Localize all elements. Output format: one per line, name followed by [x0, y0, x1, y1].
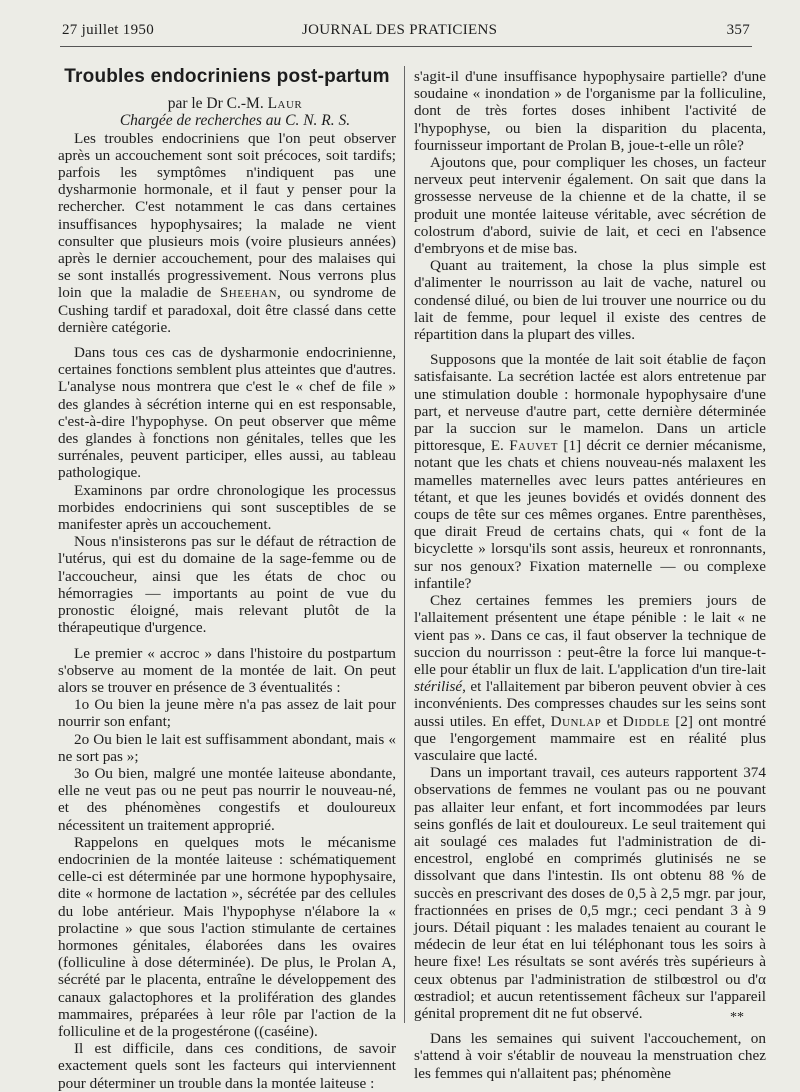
page-number: 357	[726, 22, 750, 38]
conjunction: et	[601, 712, 623, 730]
right-column	[414, 68, 766, 1082]
paragraph-allaitement-mid: , et l'allaitement par biberon peuvent obvier à ces inconvénients. Des compresses chaudes sur les seins sont aussi utiles. En effet,	[414, 678, 766, 730]
paragraph-intro-end: , ou syndrome de Cushing tardif et paradoxal, doit être classé dans cette dernière catégorie.	[58, 284, 397, 336]
paragraph-travail: Dans un important travail, ces auteurs rapportent 374 observations de femmes ne voulant pas ou ne pouvant pas allaiter leur enfant, et fort incommodées par leurs seins gonflés de lait et douloureux. Le seul traitement qui ait soulagé ces malades fut l'administration de di-encestrol, englobé en comprimés glutinisés ne se dissolvant que dans l'intestin. Ils ont obtenu 88 % de succès en prescrivant des doses de 0,5 à 2,5 mgr. par jour, fractionnées en prises de 0,5 mgr.; ceci pendant 3 à 9 jours. Détail piquant : les malades tenaient au courant le médecin de leur état en lui téléphonant tous les soirs à heure fixe! Les résultats se sont avérés très supérieurs à ceux obtenus par l'administration de stilbœstrol ou d'α œstradiol; et aucun retentissement fâcheux sur l'appareil génital proprement dit ne fut observé.	[414, 764, 766, 1022]
term-sterilise: stérilisé	[414, 678, 463, 696]
list-item-3: 3o Ou bien, malgré une montée laiteuse abondante, elle ne veut pas ou ne peut pas nourrir le nouveau-né, et des phénomènes congestifs et douloureux nécessitent un traitement approprié.	[58, 764, 396, 834]
continuation-mark: **	[730, 1010, 744, 1025]
cited-name-dunlap: Dunlap	[550, 712, 602, 730]
paragraph-mecanisme: Rappelons en quelques mots le mécanisme endocrinien de la montée laiteuse : schématiquement celle-ci est déterminée par une hormone hypophysaire, dite « hormone de lactation », sécrétée par des cellules du lobe antérieur. Mais l'hypophyse n'élabore la « prolactine » que sous l'action stimulante de certaines hormones génitales, élaborées dans les ovaires (folliculine à dose déterminée). De plus, le Prolan A, sécrété par le placenta, entraîne le développement des canaux galactophores et la prolifération des glandes mammaires, préparées à leur rôle par l'action de la folliculine et de la progestérone ((caséine).	[58, 833, 396, 1040]
cited-name-diddle: Diddle	[622, 712, 670, 730]
paragraph-succion	[414, 351, 766, 592]
paragraph-insuffisance: s'agit-il d'une insuffisance hypophysaire partielle? d'une soudaine « inondation » de l'organisme par la folliculine, dont de très fortes doses inhibent l'activité de l'hypophyse, ou bien la disparition du placenta, fournisseur important de Prolan B, joue-t-elle un rôle?	[414, 68, 766, 154]
cited-name-fauvet: Fauvet	[509, 437, 558, 455]
paragraph-facteur-nerveux: Ajoutons que, pour compliquer les choses, un facteur nerveux peut intervenir également. On sait que dans la grossesse nerveuse de la chienne et de la chatte, il se produit une montée laiteuse véritable, avec sécrétion de colostrum d'abord, suivie de lait, et ceci en l'absence d'embryons et de mise bas.	[414, 154, 766, 258]
paragraph-intro-text: Les troubles endocriniens que l'on peut observer après un accouchement sont soit précoces, soit tardifs; parfois les symptômes n'indiquent pas une dysharmonie hormonale, et il faut y penser pour la rechercher. C'est notamment le cas dans certaines insuffisances hypophysaires; la malade ne vient consulter que plusieurs mois (voire plusieurs années) après le dernier accouchement, pour des malaises qui se sont installés progressivement. Nous verrons plus loin que la maladie de	[58, 129, 396, 302]
running-header	[62, 22, 750, 44]
paragraph-dysharmonie: Dans tous ces cas de dysharmonie endocrinienne, certaines fonctions semblent plus atteintes que d'autres. L'analyse nous montrera que c'est le « chef de file » des glandes à sécrétion interne qui en est responsable, c'est-à-dire l'hypophyse. On peut observer que même des glandes à fonctions non génitales, telles que les surrénales, peuvent participer, elles aussi, au tableau pathologique.	[58, 344, 396, 482]
author-affiliation: Chargée de recherches au C. N. R. S.	[119, 112, 351, 130]
paragraph-succion-text: Supposons que la montée de lait soit établie de façon satisfaisante. La secrétion lactée est alors entretenue par une stimulation double : hormonale hypophysaire d'une part, et nerveuse d'autre part, cette dernière déterminée par la succion sur le mamelon. Dans un article pittoresque, E.	[414, 351, 766, 455]
paragraph-allaitement-text: Chez certaines femmes les premiers jours de l'allaitement présentent une étape pénible : le lait « ne vient pas ». Dans ce cas, il faut observer la technique de succion du nourrisson : peut-être la force lui manque-t-elle pour établir un flux de lait. L'application d'un tire-lait	[414, 592, 766, 678]
author-prefix: par le Dr C.-M.	[167, 95, 268, 113]
paragraph-menstruation: Dans les semaines qui suivent l'accouchement, on s'attend à voir s'établir de nouveau la menstruation chez les femmes qui n'allaitent pas; phénomène	[414, 1030, 766, 1082]
paragraph-traitement: Quant au traitement, la chose la plus simple est d'alimenter le nourrisson au lait de vache, naturel ou condensé dilué, ou bien de lui trouver une nourrice ou du lait de femme, pour lequel il existe des centres de répartition dans la plupart des villes.	[414, 257, 766, 344]
left-column	[58, 68, 396, 1092]
column-divider	[404, 66, 405, 1023]
header-date: 27 juillet 1950	[62, 22, 154, 38]
paragraph-accroc: Le premier « accroc » dans l'histoire du postpartum s'observe au moment de la montée de lait. On peut alors se trouver en présence de 3 éventualités :	[58, 644, 396, 696]
paragraph-retraction: Nous n'insisterons pas sur le défaut de rétraction de l'utérus, qui est du domaine de la sage-femme ou de l'accoucheur, ainsi que les états de choc ou hémorragies — importants au point de vue du pronostic éloigné, mais relevant plutôt de la thérapeutique d'urgence.	[58, 533, 396, 637]
paragraph-chronologie: Examinons par ordre chronologique les processus morbides endocriniens qui sont susceptibles de se manifester après un accouchement.	[58, 481, 396, 534]
author-name: Laur	[267, 95, 303, 113]
paragraph-intro	[58, 130, 396, 336]
list-item-1: 1o Ou bien la jeune mère n'a pas assez de lait pour nourrir son enfant;	[58, 696, 396, 731]
cited-name-sheehan: Sheehan	[219, 284, 278, 302]
header-rule	[60, 46, 752, 47]
paragraph-difficile: Il est difficile, dans ces conditions, de savoir exactement quels sont les facteurs qui interviennent pour déterminer un trouble dans la montée laiteuse :	[58, 1040, 396, 1092]
paragraph-allaitement	[414, 592, 766, 764]
article-title: Troubles endocriniens post-partum	[64, 66, 390, 87]
paragraph-succion-end: [1] décrit ce dernier mécanisme, notant que les chats et chiens nouveau-nés malaxent les mamelles maternelles avec leurs pattes antérieures en tétant, et que les jeunes bovidés et ovidés donnent des coups de tête sur ces mêmes organes. Entre parenthèses, que dirait Freud de certains chats, qui « font de la bicyclette » lorsqu'ils sont assis, heureux et ronronnants, sur nos genoux? Fixation maternelle — ou complexe infantile?	[414, 437, 766, 592]
journal-name: JOURNAL DES PRATICIENS	[302, 22, 498, 38]
article-author	[58, 95, 396, 112]
paragraph-allaitement-end: [2] ont montré que l'engorgement mammaire est en réalité plus vasculaire que lacté.	[414, 712, 766, 764]
list-item-2: 2o Ou bien le lait est suffisamment abondant, mais « ne sort pas »;	[58, 730, 396, 765]
